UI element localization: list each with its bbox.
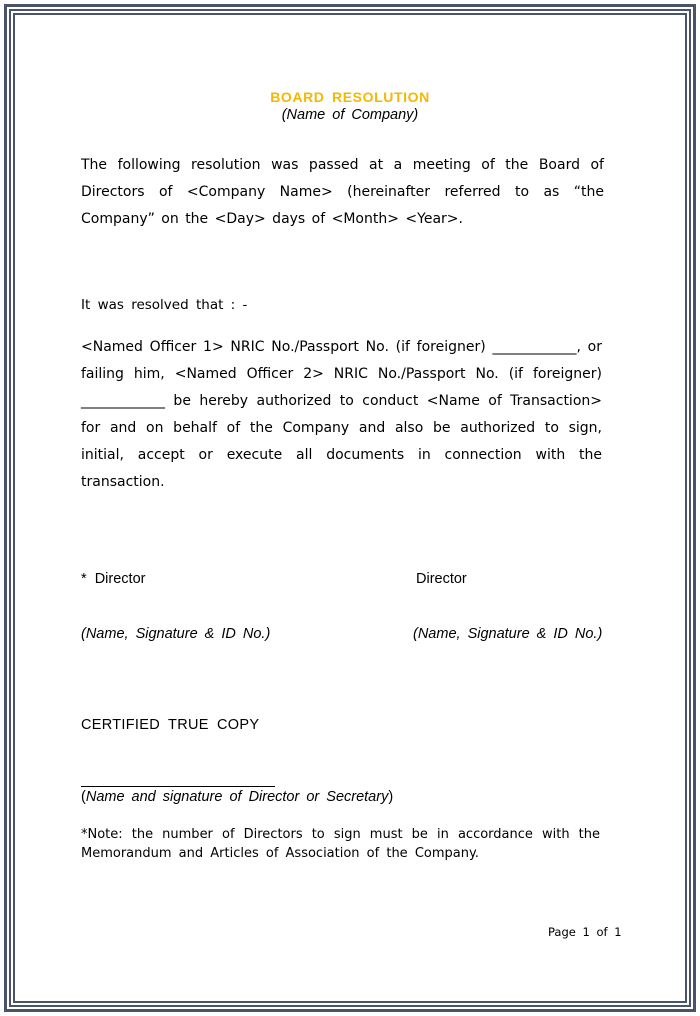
secretary-caption-open: ( xyxy=(81,789,86,805)
secretary-caption-text: Name and signature of Director or Secretary xyxy=(85,789,389,805)
document-title: BOARD RESOLUTION xyxy=(270,89,430,105)
secretary-signature-line xyxy=(81,786,275,787)
certified-true-copy: CERTIFIED TRUE COPY xyxy=(81,717,260,733)
director-2-signature-caption: (Name, Signature & ID No.) xyxy=(413,626,603,642)
page-number: Page 1 of 1 xyxy=(548,925,622,939)
secretary-caption xyxy=(81,789,393,805)
resolved-line: It was resolved that : - xyxy=(81,297,248,313)
directors-note: *Note: the number of Directors to sign must be in accordance with the Memorandum and Articles of Association of the Company. xyxy=(81,827,600,861)
director-1-label: * Director xyxy=(81,571,146,587)
intro-paragraph: The following resolution was passed at a meeting of the Board of Directors of <Company Name> (hereinafter referred to as “the Company” on the <Day> days of <Month> <Year>. xyxy=(81,157,604,227)
director-1-signature-caption: (Name, Signature & ID No.) xyxy=(81,626,271,642)
secretary-caption-close: ) xyxy=(388,789,394,805)
company-name-subtitle: (Name of Company) xyxy=(281,107,419,123)
director-2-label: Director xyxy=(416,571,467,587)
resolution-paragraph: <Named Officer 1> NRIC No./Passport No. (if foreigner) ____________, or failing him, <Named Officer 2> NRIC No./Passport No. (if foreigner) ____________ be hereby authorized to conduct <Name of Transaction> for and on behalf of the Company and also be authorized to sign, initial, accept or execute all documents in connection with the transaction. xyxy=(81,339,602,490)
